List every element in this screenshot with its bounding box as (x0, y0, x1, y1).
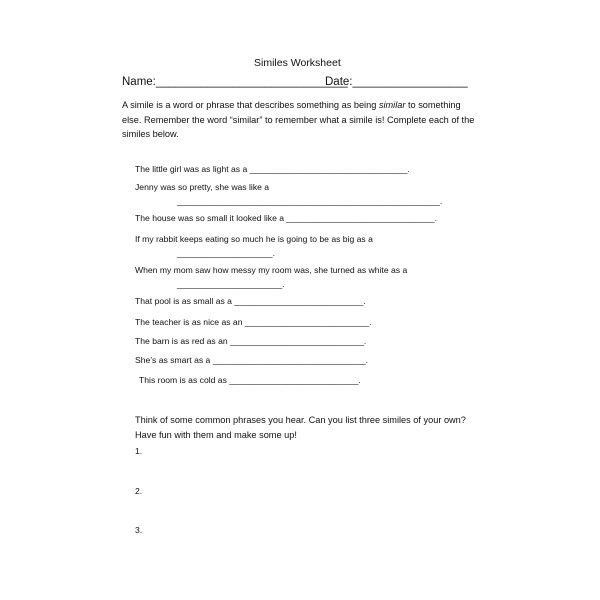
answer-number-1: 1. (135, 446, 143, 456)
answer-number-3: 3. (135, 525, 143, 535)
simile-line: The house was so small it looked like a _______________________________. (135, 213, 437, 223)
own-similes-prompt: Think of some common phrases you hear. Can you list three similes of your own? Have fun with them and make some up! (135, 415, 466, 440)
worksheet-title: Similes Worksheet (254, 57, 341, 69)
answer-blank: ______________________. (177, 279, 285, 289)
date-field: Date:__________________ (325, 76, 468, 88)
name-field: Name:______________________________ (122, 76, 348, 88)
intro-paragraph (122, 98, 482, 142)
answer-blank: ____________________. (177, 248, 275, 258)
simile-line: Jenny was so pretty, she was like a (135, 182, 270, 192)
simile-line: This room is as cold as ___________________________. (139, 375, 361, 385)
simile-line: When my mom saw how messy my room was, she turned as white as a (135, 265, 408, 275)
simile-line: If my rabbit keeps eating so much he is going to be as big as a (135, 234, 373, 244)
simile-line: She’s as smart as a ________________________________. (135, 355, 369, 365)
simile-line: That pool is as small as a ___________________________. (135, 296, 366, 306)
intro-text-after: to something else. Remember the word “similar” to remember what a simile is! Complete each of the similes below. (122, 100, 475, 139)
answer-blank: _______________________________________________________. (177, 196, 443, 206)
intro-emphasis: similar (378, 100, 406, 110)
simile-line: The little girl was as light as a _________________________________. (135, 164, 410, 174)
intro-text-before: A simile is a word or phrase that describes something as being (122, 100, 379, 110)
simile-line: The teacher is as nice as an __________________________. (135, 317, 372, 327)
simile-line: The barn is as red as an ____________________________. (135, 336, 367, 346)
answer-number-2: 2. (135, 486, 143, 496)
